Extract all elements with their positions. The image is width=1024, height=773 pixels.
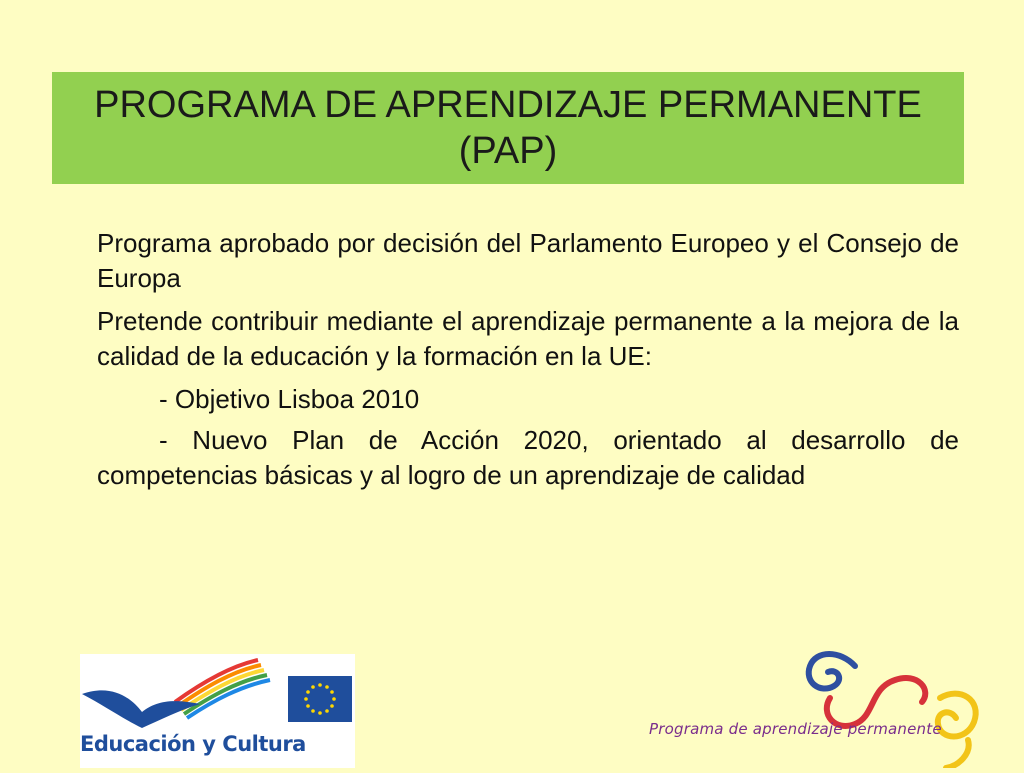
swirl-icon — [640, 636, 1024, 768]
slide-title-line1: PROGRAMA DE APRENDIZAJE PERMANENTE — [94, 84, 922, 126]
right-logo-caption: Programa de aprendizaje permanente — [649, 720, 942, 738]
left-logo-caption: Educación y Cultura — [80, 732, 306, 756]
paragraph-purpose: Pretende contribuir mediante el aprendizaje permanente a la mejora de la calidad de la educación y la formación en la UE: — [97, 306, 959, 371]
bird-rainbow-icon — [80, 654, 355, 734]
title-banner — [52, 72, 964, 184]
slide-title-line2: (PAP) — [458, 130, 558, 172]
list-item-plan-2020: - Nuevo Plan de Acción 2020, orientado al desarrollo de competencias básicas y al logro de un aprendizaje de calidad — [97, 425, 959, 490]
list-item-lisboa: - Objetivo Lisboa 2010 — [159, 384, 420, 414]
eu-flag-icon — [288, 676, 352, 722]
pap-logo — [640, 636, 1024, 768]
educacion-cultura-logo — [80, 654, 355, 768]
paragraph-approval: Programa aprobado por decisión del Parlamento Europeo y el Consejo de Europa — [97, 228, 959, 293]
slide-body — [97, 226, 959, 499]
